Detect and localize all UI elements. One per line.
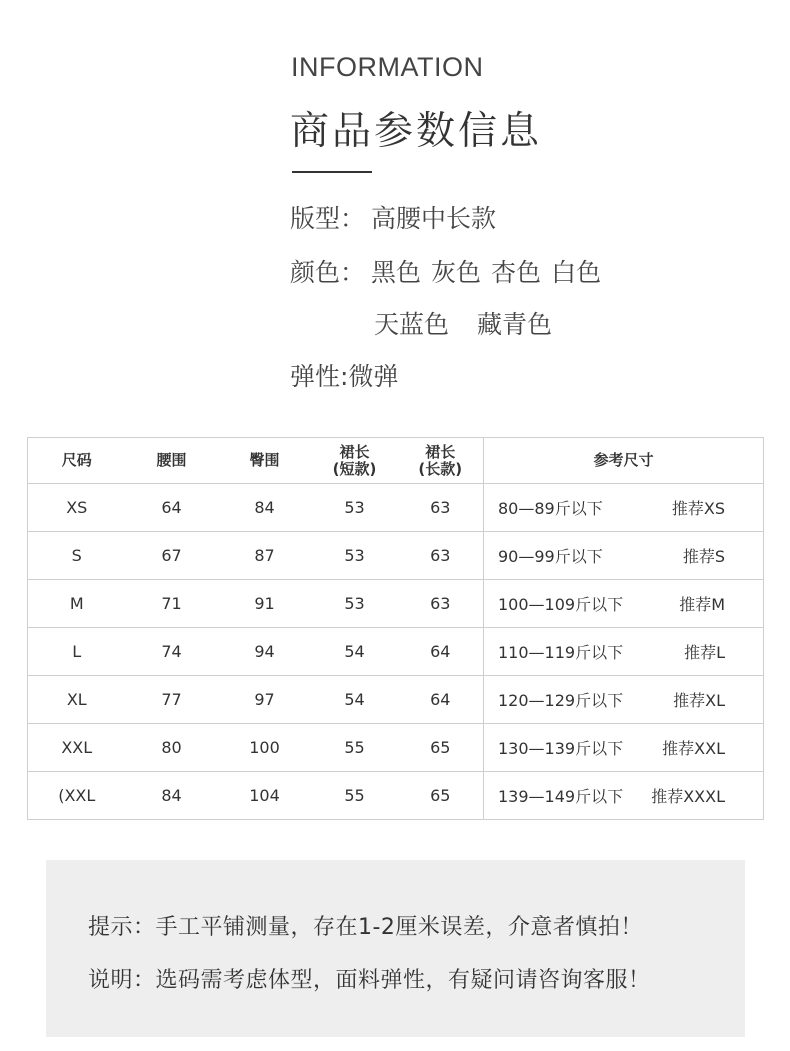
header-length-short [312,438,398,484]
info-elastic-row [290,357,398,393]
cell-reference [484,580,764,628]
cell-length-short: 55 [312,724,398,772]
cell-weight: 130—139斤以下 [498,739,624,758]
info-color-row [290,253,601,289]
color-value-gray: 灰色 [431,258,482,287]
header-length-short-line2: (短款) [332,459,377,478]
cell-length-long: 63 [398,484,484,532]
cell-reference [484,532,764,580]
cell-recommendation: 推荐XXXL [651,787,725,806]
cell-size: XL [28,676,126,724]
cell-size: (XXL [28,772,126,820]
elastic-label: 弹性: [290,362,349,391]
notes-panel [46,860,745,1037]
color-value-black: 黑色 [371,258,422,287]
cell-waist: 71 [126,580,218,628]
cell-weight: 110—119斤以下 [498,643,624,662]
cell-recommendation: 推荐L [684,643,725,662]
cell-waist: 84 [126,772,218,820]
cell-length-short: 54 [312,628,398,676]
cell-hip: 91 [218,580,312,628]
cell-weight: 120—129斤以下 [498,691,624,710]
cell-length-long: 64 [398,628,484,676]
cell-length-short: 53 [312,484,398,532]
color-label: 颜色： [290,258,366,287]
cell-waist: 77 [126,676,218,724]
color-value-sky-blue: 天蓝色 [374,310,450,339]
table-row [28,532,764,580]
color-value-navy: 藏青色 [477,310,553,339]
cell-waist: 67 [126,532,218,580]
cell-length-short: 53 [312,532,398,580]
cell-hip: 84 [218,484,312,532]
table-row [28,724,764,772]
cell-weight: 100—109斤以下 [498,595,624,614]
cell-size: M [28,580,126,628]
cell-reference [484,484,764,532]
color-value-apricot: 杏色 [491,258,542,287]
note-tip: 提示：手工平铺测量，存在1-2厘米误差，介意者慎拍！ [88,915,643,940]
cell-recommendation: 推荐S [682,547,725,566]
cell-hip: 87 [218,532,312,580]
cell-recommendation: 推荐XXL [662,739,725,758]
cell-weight: 80—89斤以下 [498,499,603,518]
cell-size: XS [28,484,126,532]
info-color-row-2 [374,305,552,341]
cell-weight: 90—99斤以下 [498,547,603,566]
cell-waist: 64 [126,484,218,532]
note-explain: 说明：选码需考虑体型，面料弹性，有疑问请咨询客服！ [88,968,651,993]
size-table-header [28,438,764,484]
size-table [27,437,764,820]
cell-recommendation: 推荐XL [673,691,725,710]
title-chinese: 商品参数信息 [290,109,543,154]
cell-waist: 80 [126,724,218,772]
cell-reference [484,676,764,724]
cell-hip: 104 [218,772,312,820]
header-size: 尺码 [28,438,126,484]
cell-waist: 74 [126,628,218,676]
style-value: 高腰中长款 [371,204,497,233]
cell-length-short: 53 [312,580,398,628]
elastic-value: 微弹 [348,362,399,391]
header-waist: 腰围 [126,438,218,484]
cell-weight: 139—149斤以下 [498,787,624,806]
cell-size: L [28,628,126,676]
header-length-short-line1: 裙长 [339,442,370,461]
cell-reference [484,724,764,772]
header-length-long [398,438,484,484]
cell-recommendation: 推荐XS [671,499,725,518]
cell-hip: 94 [218,628,312,676]
cell-reference [484,772,764,820]
cell-size: XXL [28,724,126,772]
header-length-long-line2: (长款) [418,459,463,478]
table-row [28,772,764,820]
title-english: INFORMATION [291,52,484,82]
cell-length-long: 63 [398,532,484,580]
table-row [28,676,764,724]
header-length-long-line1: 裙长 [425,442,456,461]
info-style-row [290,199,496,235]
cell-length-short: 54 [312,676,398,724]
cell-length-long: 65 [398,772,484,820]
table-row [28,628,764,676]
cell-length-long: 63 [398,580,484,628]
cell-recommendation: 推荐M [679,595,725,614]
cell-size: S [28,532,126,580]
header-hip: 臀围 [218,438,312,484]
header-reference: 参考尺寸 [484,438,764,484]
cell-length-long: 64 [398,676,484,724]
color-value-white: 白色 [551,258,602,287]
cell-length-short: 55 [312,772,398,820]
cell-hip: 97 [218,676,312,724]
cell-length-long: 65 [398,724,484,772]
cell-hip: 100 [218,724,312,772]
table-row [28,484,764,532]
table-row [28,580,764,628]
style-label: 版型： [290,204,366,233]
title-divider [292,171,372,173]
cell-reference [484,628,764,676]
